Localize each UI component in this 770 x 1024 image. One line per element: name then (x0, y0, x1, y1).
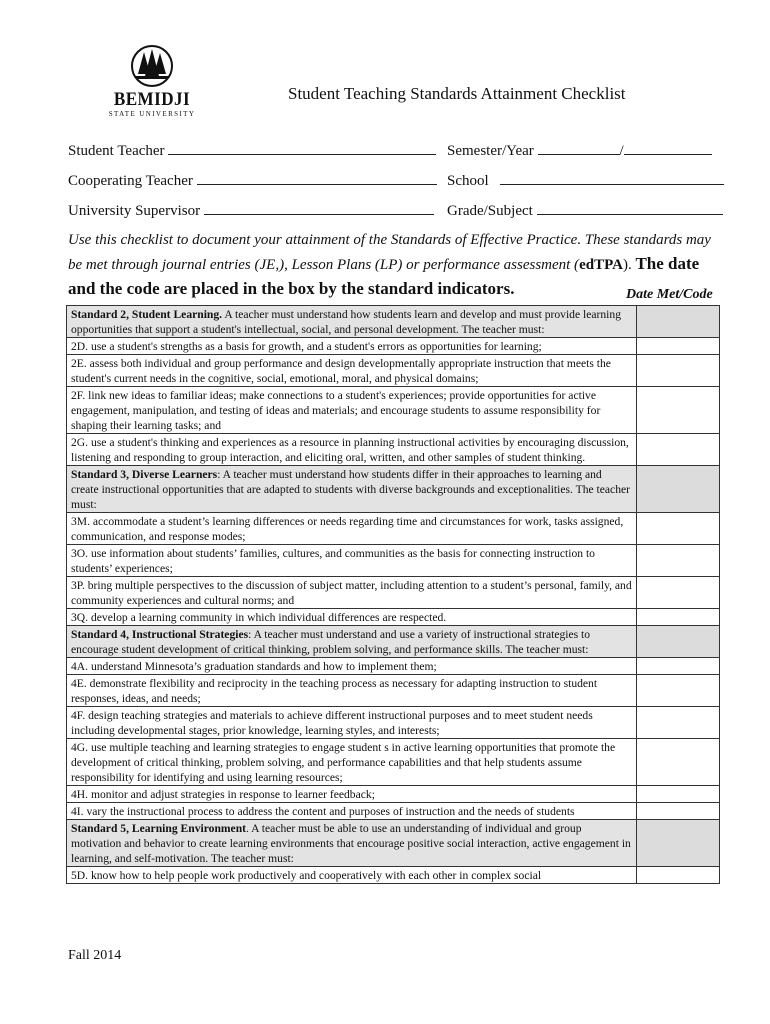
instructions-bold: The date and the code are placed in the box by the standard indicators. (68, 254, 700, 298)
shaded-box (637, 466, 720, 513)
grade-subject-field[interactable] (537, 200, 723, 215)
semester-field[interactable] (538, 140, 620, 155)
student-teacher-field[interactable] (168, 140, 436, 155)
standard-title: Standard 2, Student Learning. (71, 308, 223, 321)
date-code-box[interactable] (637, 338, 720, 355)
indicator-text: 4H. monitor and adjust strategies in response to learner feedback; (67, 786, 637, 803)
semester-year-row (447, 140, 712, 160)
indicator-text: 2E. assess both individual and group performance and design developmentally appropriate instruction that meets the student's current needs in the cognitive, social, emotional, moral, and physical domains; (67, 355, 637, 387)
indicator-text: 2F. link new ideas to familiar ideas; make connections to a student's experiences; provide opportunities for active engagement, manipulation, and testing of ideas and materials; and encourage students to assume responsibility for shaping their learning tasks; and (67, 387, 637, 434)
year-field[interactable] (624, 140, 712, 155)
university-logo (104, 44, 200, 119)
logo-name: BEMIDJI (113, 89, 191, 110)
edtpa-label: edTPA (579, 257, 623, 273)
indicator-row (67, 545, 720, 577)
pine-trees-seal-icon (130, 44, 174, 88)
date-code-box[interactable] (637, 867, 720, 884)
date-code-box[interactable] (637, 786, 720, 803)
shaded-box (637, 306, 720, 338)
indicator-text: 4F. design teaching strategies and materials to achieve different instructional purposes and to meet student needs including developmental stages, prior knowledge, learning styles, and interests; (67, 707, 637, 739)
date-met-code-header: Date Met/Code (626, 287, 713, 302)
standard-header-row (67, 466, 720, 513)
indicator-row (67, 577, 720, 609)
date-code-box[interactable] (637, 803, 720, 820)
indicator-row (67, 434, 720, 466)
indicator-row (67, 786, 720, 803)
date-code-box[interactable] (637, 675, 720, 707)
standard-description: . A teacher must be able to use an understanding of individual and group motivation and behavior to create learning environments that encourage positive social interaction, active engagement in learning, and self-motivation. The teacher must: (71, 822, 631, 865)
indicator-row (67, 658, 720, 675)
date-code-box[interactable] (637, 577, 720, 609)
logo-subtitle: STATE UNIVERSITY (108, 110, 196, 118)
standard-description: : A teacher must understand and use a variety of instructional strategies to encourage student development of critical thinking, problem solving, and performance skills. The teacher must: (71, 628, 591, 656)
date-code-box[interactable] (637, 355, 720, 387)
standard-title: Standard 5, Learning Environment (71, 822, 247, 835)
student-teacher-label: Student Teacher (68, 143, 165, 159)
date-code-box[interactable] (637, 434, 720, 466)
school-label: School (447, 173, 489, 189)
indicator-row (67, 609, 720, 626)
date-code-box[interactable] (637, 609, 720, 626)
standard-header-row (67, 306, 720, 338)
standard-header-row (67, 820, 720, 867)
date-code-box[interactable] (637, 387, 720, 434)
standard-header-text (67, 466, 637, 513)
semester-separator: / (619, 143, 624, 159)
indicator-row (67, 707, 720, 739)
indicator-text: 4A. understand Minnesota’s graduation standards and how to implement them; (67, 658, 637, 675)
standard-title: Standard 4, Instructional Strategies (71, 628, 249, 641)
date-code-box[interactable] (637, 545, 720, 577)
indicator-row (67, 675, 720, 707)
indicator-row (67, 387, 720, 434)
school-row (447, 170, 724, 190)
cooperating-teacher-row (68, 170, 437, 190)
grade-subject-label: Grade/Subject (447, 203, 533, 219)
student-teacher-row (68, 140, 436, 160)
date-code-box[interactable] (637, 707, 720, 739)
indicator-text: 3O. use information about students’ families, cultures, and communities as the basis for connecting instruction to students’ experiences; (67, 545, 637, 577)
indicator-text: 3M. accommodate a student’s learning differences or needs regarding time and circumstances for work, tasks assigned, communication, and response modes; (67, 513, 637, 545)
date-code-box[interactable] (637, 513, 720, 545)
indicator-text: 4I. vary the instructional process to address the content and purposes of instruction and the needs of students (67, 803, 637, 820)
university-supervisor-label: University Supervisor (68, 203, 201, 219)
indicator-row (67, 867, 720, 884)
indicator-text: 5D. know how to help people work productively and cooperatively with each other in complex social (67, 867, 637, 884)
cooperating-teacher-label: Cooperating Teacher (68, 173, 193, 189)
date-code-box[interactable] (637, 739, 720, 786)
standard-description: : A teacher must understand how students differ in their approaches to learning and create instructional opportunities that are adapted to students with diverse backgrounds and exceptionalities. The teacher must: (71, 468, 630, 511)
indicator-row (67, 739, 720, 786)
instructions-after: ). (622, 257, 636, 273)
cooperating-teacher-field[interactable] (197, 170, 437, 185)
standard-header-row (67, 626, 720, 658)
standard-header-text (67, 306, 637, 338)
page-title: Student Teaching Standards Attainment Checklist (288, 84, 626, 103)
indicator-row (67, 513, 720, 545)
standards-table (66, 305, 720, 884)
standard-description: A teacher must understand how students learn and develop and must provide learning opportunities that support a student's intellectual, social, and personal development. The teacher must: (71, 308, 621, 336)
indicator-text: 4G. use multiple teaching and learning strategies to engage student s in active learning opportunities that promote the development of critical thinking, problem solving, and performance capabilities and that help students assume responsibility for identifying and using learning resources; (67, 739, 637, 786)
indicator-text: 3Q. develop a learning community in which individual differences are respected. (67, 609, 637, 626)
grade-subject-row (447, 200, 723, 220)
indicator-text: 4E. demonstrate flexibility and reciprocity in the teaching process as necessary for adapting instruction to student responses, ideas, and needs; (67, 675, 637, 707)
instructions-italic: Use this checklist to document your attainment of the Standards of Effective Practice. These standards may be met through journal entries (JE,), Lesson Plans (LP) or performance assessment ( (68, 232, 711, 273)
university-supervisor-field[interactable] (204, 200, 434, 215)
indicator-text: 3P. bring multiple perspectives to the discussion of subject matter, including attention to a student’s personal, family, and community experiences and cultural norms; and (67, 577, 637, 609)
school-field[interactable] (500, 170, 724, 185)
standard-title: Standard 3, Diverse Learners (71, 468, 218, 481)
standard-header-text (67, 626, 637, 658)
shaded-box (637, 626, 720, 658)
indicator-row (67, 338, 720, 355)
date-code-box[interactable] (637, 658, 720, 675)
shaded-box (637, 820, 720, 867)
standard-header-text (67, 820, 637, 867)
indicator-row (67, 355, 720, 387)
indicator-row (67, 803, 720, 820)
indicator-text: 2G. use a student's thinking and experiences as a resource in planning instructional activities by encouraging discussion, listening and responding to group interaction, and eliciting oral, written, and other samples of student thinking. (67, 434, 637, 466)
indicator-text: 2D. use a student's strengths as a basis for growth, and a student's errors as opportunities for learning; (67, 338, 637, 355)
semester-year-label: Semester/Year (447, 143, 534, 159)
university-supervisor-row (68, 200, 434, 220)
footer-date: Fall 2014 (68, 948, 122, 963)
